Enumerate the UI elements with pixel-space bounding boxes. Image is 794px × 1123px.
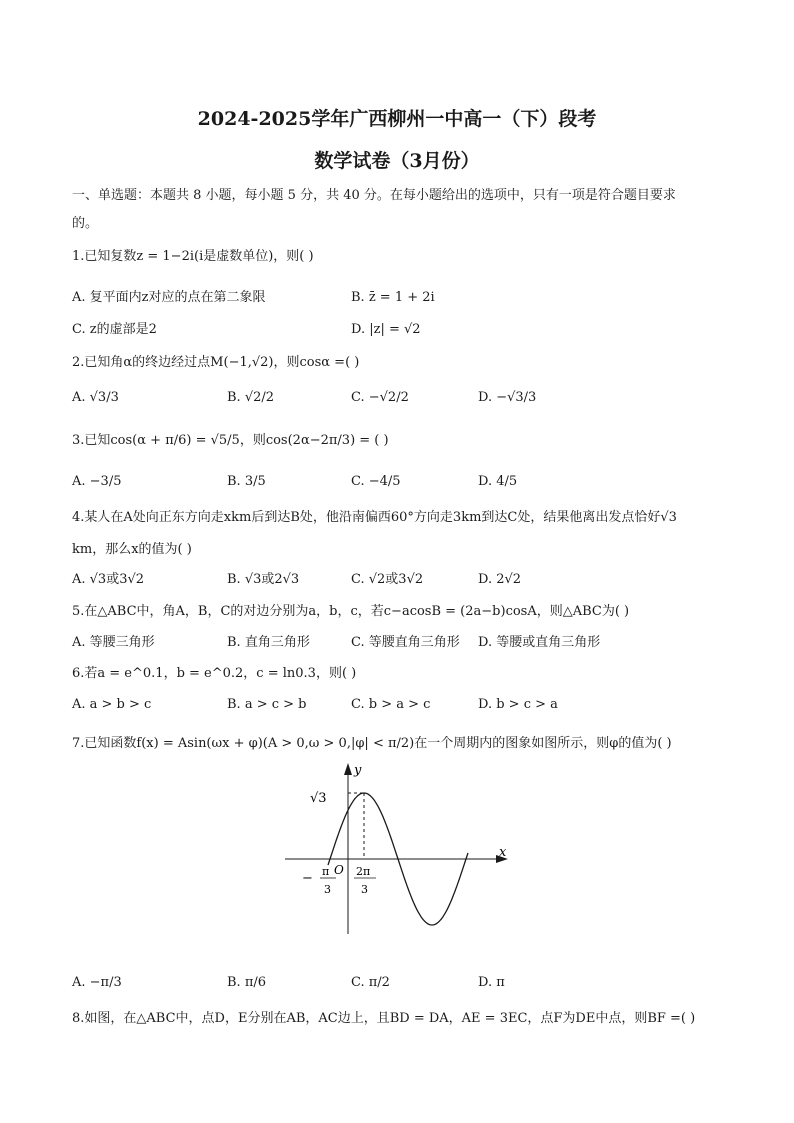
question-4-stem: 4.某人在A处向正东方向走xkm后到达B处，他沿南偏西60°方向走3km到达C处，结果他离出发点恰好√3 [72, 510, 677, 525]
q2-option-a[interactable]: A. √3/3 [72, 390, 119, 405]
q2-option-d[interactable]: D. −√3/3 [478, 390, 537, 405]
section-heading-cont: 的。 [72, 216, 99, 231]
page-subtitle: 数学试卷（3月份） [314, 150, 480, 172]
left-zero-den: 3 [324, 883, 331, 896]
q6-option-d[interactable]: D. b > c > a [478, 697, 558, 712]
origin-label: O [334, 863, 344, 877]
q6-option-b[interactable]: B. a > c > b [227, 697, 307, 712]
q4-option-d[interactable]: D. 2√2 [478, 572, 522, 587]
q4-option-b[interactable]: B. √3或2√3 [227, 572, 300, 587]
q7-option-a[interactable]: A. −π/3 [72, 975, 122, 990]
q1-option-c[interactable]: C. z的虚部是2 [72, 322, 157, 337]
x-axis-label: x [499, 845, 507, 860]
left-zero-num: π [322, 865, 330, 878]
q3-option-c[interactable]: C. −4/5 [351, 474, 401, 489]
q2-option-b[interactable]: B. √2/2 [227, 390, 275, 405]
question-7-stem: 7.已知函数f(x) = Asin(ωx + φ)(A > 0,ω > 0,|φ| < π/2)在一个周期内的图象如图所示，则φ的值为( ) [72, 736, 672, 751]
q6-option-a[interactable]: A. a > b > c [72, 697, 152, 712]
left-zero-sign: − [302, 871, 313, 886]
q5-option-c[interactable]: C. 等腰直角三角形 [351, 635, 460, 650]
question-5-stem: 5.在△ABC中，角A，B，C的对边分别为a，b，c，若c−acosB = (2a−b)cosA，则△ABC为( ) [72, 604, 630, 619]
q1-option-b[interactable]: B. z̄ = 1 + 2i [351, 290, 435, 305]
q4-option-a[interactable]: A. √3或3√2 [72, 572, 145, 587]
q7-option-b[interactable]: B. π/6 [227, 975, 267, 990]
question-4-stem-cont: km，那么x的值为( ) [72, 542, 192, 557]
q1-option-d[interactable]: D. |z| = √2 [351, 322, 421, 337]
question-1-stem: 1.已知复数z = 1−2i(i是虚数单位)，则( ) [72, 249, 314, 264]
question-3-stem: 3.已知cos(α + π/6) = √5/5，则cos(2α−2π/3) = ( ) [72, 433, 389, 448]
max-value-label: √3 [310, 791, 327, 806]
sine-graph-figure [280, 760, 520, 940]
q7-option-d[interactable]: D. π [478, 975, 505, 990]
q6-option-c[interactable]: C. b > a > c [351, 697, 431, 712]
q2-option-c[interactable]: C. −√2/2 [351, 390, 409, 405]
q1-option-a[interactable]: A. 复平面内z对应的点在第二象限 [72, 290, 266, 305]
section-heading [72, 187, 676, 205]
q4-option-c[interactable]: C. √2或3√2 [351, 572, 424, 587]
page-title: 2024-2025学年广西柳州一中高一（下）段考 [197, 108, 597, 130]
q3-option-a[interactable]: A. −3/5 [72, 474, 122, 489]
q3-option-d[interactable]: D. 4/5 [478, 474, 518, 489]
question-6-stem: 6.若a = e^0.1，b = e^0.2，c = ln0.3，则( ) [72, 666, 357, 681]
question-2-stem: 2.已知角α的终边经过点M(−1,√2)，则cosα =( ) [72, 355, 360, 370]
y-axis-label: y [354, 763, 362, 778]
section-heading-text-1: 一、单选题：本题共 8 小题，每小题 5 分，共 40 分。在每小题给出的选项中，只有一项是符合题目要求 [72, 188, 676, 203]
question-8-stem: 8.如图，在△ABC中，点D，E分别在AB，AC边上，且BD = DA，AE = 3EC，点F为DE中点，则BF =( ) [72, 1011, 696, 1026]
q5-option-a[interactable]: A. 等腰三角形 [72, 635, 155, 650]
q5-option-d[interactable]: D. 等腰或直角三角形 [478, 635, 601, 650]
q7-option-c[interactable]: C. π/2 [351, 975, 390, 990]
y-axis-arrow [344, 763, 352, 775]
q3-option-b[interactable]: B. 3/5 [227, 474, 266, 489]
max-x-den: 3 [361, 883, 368, 896]
max-x-num: 2π [356, 865, 371, 878]
q5-option-b[interactable]: B. 直角三角形 [227, 635, 310, 650]
